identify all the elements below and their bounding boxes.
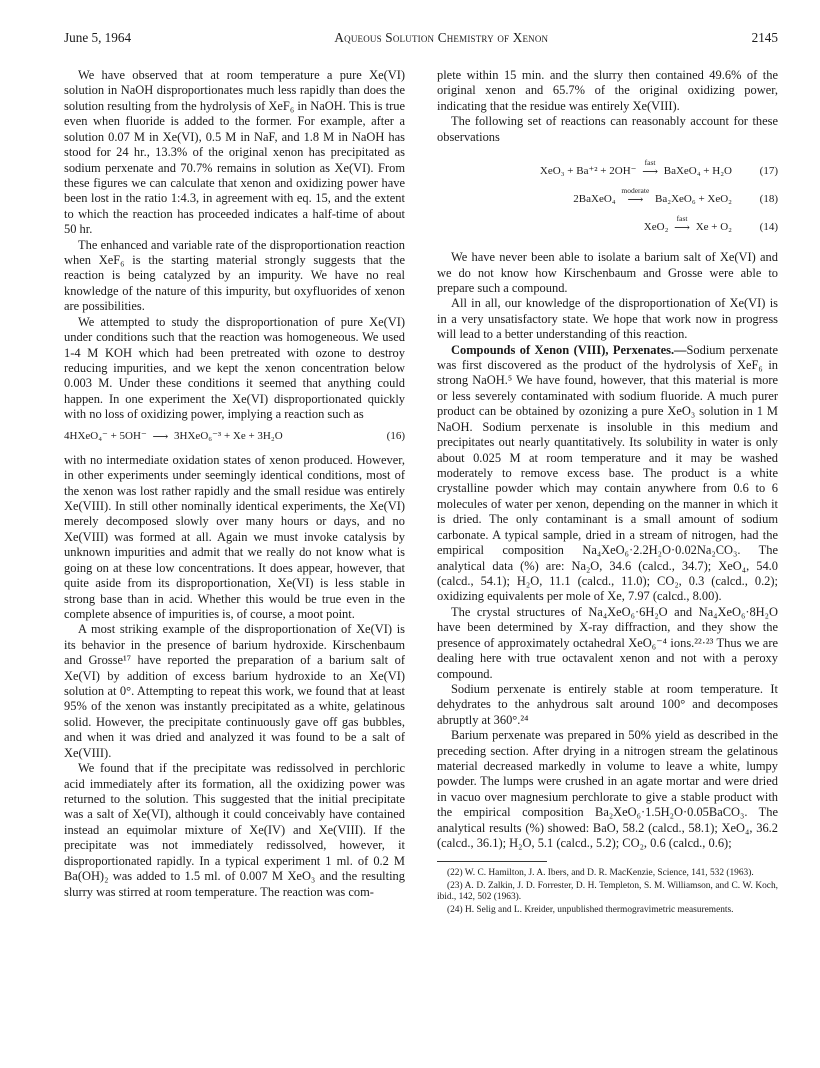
paragraph: plete within 15 min. and the slurry then contained 49.6% of the original xenon and 65.7% of the original oxidizing power, indicating that the residue was entirely Xe(VIII). — [437, 68, 778, 113]
reaction-arrow-icon: ⟶ — [152, 430, 169, 443]
reaction-equations — [437, 159, 778, 234]
equation-number: (14) — [759, 221, 778, 234]
paragraph: The enhanced and variable rate of the disproportionation reaction when XeF₆ is the starting material strongly suggests that the reaction is being catalyzed by an impurity. We have no real knowledge of the nature of this impurity, but oxyfluorides of xenon are possibilities. — [64, 237, 405, 314]
equation-number: (16) — [386, 429, 405, 442]
equation-17 — [437, 159, 778, 178]
header-date: June 5, 1964 — [64, 30, 132, 45]
footnote: (22) W. C. Hamilton, J. A. Ibers, and D. R. MacKenzie, Science, 141, 532 (1963). — [447, 867, 754, 878]
equation-rhs: BaXeO₄ + H₂O — [663, 165, 732, 178]
equation-lhs: 2BaXeO₄ — [573, 193, 616, 206]
paragraph: We have observed that at room temperature a pure Xe(VI) solution in NaOH disproportionates much less rapidly than does the solution resulting from the hydrolysis of XeF₆ in NaOH. This is true even when fluoride is added to the former. For example, after a solution 0.07 M in Xe(VI), 0.5 M in NaF, and 1.8 M in NaOH has stood for 24 hr., 13.3% of the original xenon has precipitated as sodium perxenate and 70.7% remains in solution as Xe(VI). From these figures we can calculate that xenon and oxidizing power have been lost in the ratio 1:4.3, in agreement with eq. 15, and the extent to which the reaction has proceeded indicates a half-time of about 50 hr. — [64, 68, 405, 237]
reaction-arrow-icon: fast ⟶ — [674, 214, 690, 235]
equation-14 — [437, 215, 778, 234]
equation-16 — [64, 429, 405, 443]
right-column — [437, 68, 778, 918]
running-header — [64, 30, 778, 60]
equation-lhs: XeO₃ + Ba⁺² + 2OH⁻ — [539, 165, 637, 178]
footnote: (24) H. Selig and L. Kreider, unpublished thermogravimetric measurements. — [447, 904, 734, 915]
paragraph: Barium perxenate was prepared in 50% yield as described in the preceding section. After drying in a nitrogen stream the gelatinous material decreased markedly in volume to leave a white, lumpy powder. The lumps were crushed in an agate mortar and were dried in vacuo over magnesium perchlorate to give a stable product with the empirical composition Ba₂XeO₆·1.5H₂O·0.05BaCO₃. The analytical results (%) showed: BaO, 58.2 (calcd., 58.1); XeO₄, 36.2 (calcd., 36.1); H₂O, 5.1 (calcd., 5.2); CO₂, 0.6 (calcd., 0.6); — [437, 728, 778, 851]
paragraph: We have never been able to isolate a barium salt of Xe(VI) and we do not know how Kirschenbaum and Grosse were able to prepare such a compound. — [437, 250, 778, 295]
reaction-arrow-icon: fast ⟶ — [642, 158, 658, 179]
section-heading: Compounds of Xenon (VIII), Perxenates.— — [451, 342, 687, 357]
section-text: Sodium perxenate was first discovered as the product of the hydrolysis of XeF₆ in strong NaOH.⁵ We have found, however, that this material is more or less severely contaminated with sodium fluoride. A much purer product can be obtained by ozonizing a pure XeO₃ solution in 1 M NaOH. Sodium perxenate is insoluble in this medium and precipitates out nearly quantitatively. Its solubility in water is only about 0.025 M at room temperature and it may be washed moderately to remove excess base. The product is a white crystalline powder which may contain anywhere from 0.6 to 6 molecules of water per xenon, depending on the manner in which it is dried. The only contaminant is a small amount of sodium carbonate. A typical sample, dried in a stream of nitrogen, had the empirical composition Na₄XeO₆·2.2H₂O·0.02Na₂CO₃. The analytical data (%) are: Na₂O, 34.6 (calcd., 34.7); XeO₄, 54.0 (calcd., 54.1); H₂O, 11.1 (calcd., 11.0); CO₂, 0.3 (calcd., 0.2); oxidizing equivalents per mole of Xe, 7.97 (calcd., 8.00). — [437, 342, 778, 604]
section-paragraph — [437, 343, 778, 605]
equation-18 — [437, 187, 778, 206]
footnote-divider — [437, 861, 547, 862]
paragraph: We found that if the precipitate was redissolved in perchloric acid immediately after its formation, all the oxidizing power was returned to the solution. This suggested that the initial precipitate was a salt of Xe(VI), although it could conceivably have contained instead an equimolar mixture of Xe(IV) and Xe(VIII). If the precipitate was not immediately redissolved, however, it disproportionated rapidly. In a typical experiment 1 ml. of 0.2 M Ba(OH)₂ was added to 1.5 ml. of 0.007 M XeO₃ and the resulting slurry was stirred at room temperature. The reaction was com- — [64, 761, 405, 899]
paragraph: Sodium perxenate is entirely stable at room temperature. It dehydrates to the anhydrous salt around 100° and decomposes abruptly at 360°.²⁴ — [437, 681, 778, 727]
paragraph: The following set of reactions can reasonably account for these observations — [437, 114, 778, 144]
paragraph: A most striking example of the disproportionation of Xe(VI) is its behavior in the presence of barium hydroxide. Kirschenbaum and Grosse¹⁷ have reported the preparation of a barium salt of Xe(VI) by addition of excess barium hydroxide to an Xe(VI) solution at 0°. Attempting to repeat this work, we found that at least 95% of the xenon was instantly precipitated as a white, gelatinous solid. However, the precipitate continuously gave off gas bubbles, and when it was dried and analyzed it was found to be a salt of Xe(VIII). — [64, 622, 405, 760]
reaction-arrow-icon: moderate ⟶ — [621, 186, 650, 207]
equation-rhs: Xe + O₂ — [695, 221, 732, 234]
equation-rhs: 3HXeO₆⁻³ + Xe + 3H₂O — [174, 429, 283, 442]
left-column — [64, 68, 405, 918]
paragraph: The crystal structures of Na₄XeO₆·6H₂O and Na₄XeO₆·8H₂O have been determined by X-ray diffraction, and they show the presence of approximately octahedral XeO₆⁻⁴ ions.²²·²³ Thus we are dealing here with true octavalent xenon and not with a peroxy compound. — [437, 604, 778, 681]
equation-lhs: XeO₂ — [643, 221, 669, 234]
paragraph: with no intermediate oxidation states of xenon produced. However, in other experiments under seemingly identical conditions, most of the xenon was lost rather rapidly and the small residue was entirely Xe(VIII). In still other nominally identical experiments, the Xe(VI) merely decomposed slowly over many hours or days, and no Xe(VIII) was formed at all. Again we must invoke catalysis by unknown impurities and admit that we really do not know what is going on at these low concentrations. It does appear, however, that quite aside from its disproportionation, Xe(VI) is less stable in strong base than in acid. Whether this would be true even in the complete absence of impurities is, of course, a moot point. — [64, 452, 405, 621]
text-columns — [64, 68, 778, 918]
equation-rhs: Ba₂XeO₆ + XeO₂ — [655, 193, 732, 206]
header-page-number: 2145 — [751, 30, 778, 45]
equation-lhs: 4HXeO₄⁻ + 5OH⁻ — [64, 429, 147, 442]
paragraph: We attempted to study the disproportionation of pure Xe(VI) under conditions such that the reaction was homogeneous. We used 1-4 M KOH which had been pretreated with ozone to destroy reducing impurities, and we kept the xenon concentration below 0.003 M. Under these conditions it seemed that anything could happen. In one experiment the Xe(VI) disproportionated quickly with no loss of oxidizing power, implying a reaction such as — [64, 314, 405, 422]
equation-number: (18) — [759, 193, 778, 206]
footnote: (23) A. D. Zalkin, J. D. Forrester, D. H. Templeton, S. M. Williamson, and C. W. Koch, ibid., 142, 502 (1963). — [437, 880, 778, 902]
paragraph: All in all, our knowledge of the disproportionation of Xe(VI) is in a very unsatisfactory state. We hope that work now in progress will lead to a better understanding of this reaction. — [437, 296, 778, 342]
equation-number: (17) — [759, 165, 778, 178]
header-title: Aqueous Solution Chemistry of Xenon — [334, 30, 549, 45]
